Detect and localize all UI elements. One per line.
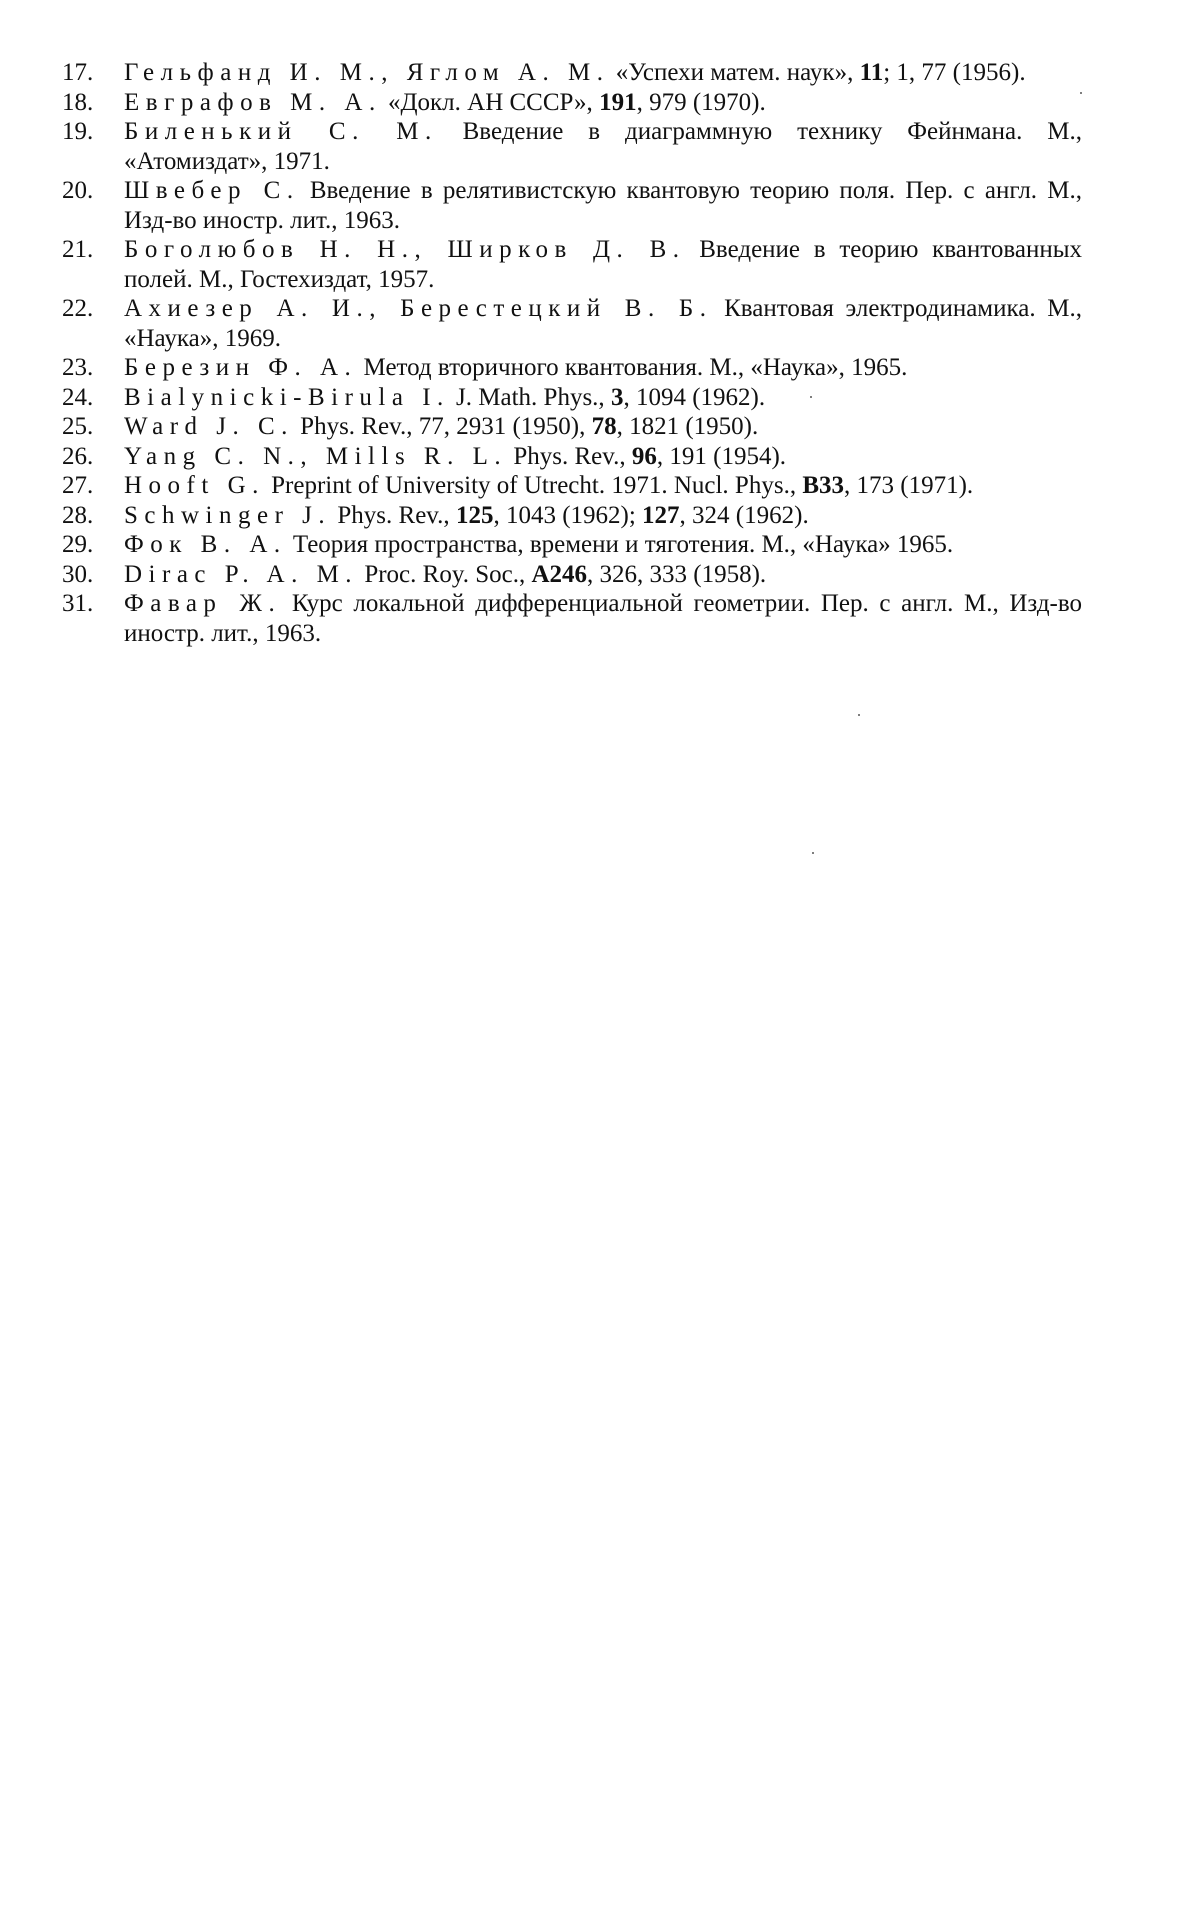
reference-author: Ward J. C. — [124, 413, 294, 440]
reference-item — [62, 235, 1082, 294]
reference-item — [62, 88, 1082, 118]
scan-speck — [1080, 92, 1082, 94]
reference-volume: 3 — [610, 383, 624, 411]
reference-item — [62, 442, 1082, 472]
reference-volume: 11 — [859, 59, 884, 86]
reference-author: Hooft G. — [124, 472, 265, 499]
reference-number: 23. — [62, 354, 94, 381]
reference-text: , 1094 (1962). — [623, 383, 766, 411]
reference-text: Proc. Roy. Soc., — [358, 560, 532, 588]
reference-text: Preprint of University of Utrecht. 1971. Nucl. Phys., — [264, 472, 803, 499]
reference-volume: 125 — [455, 501, 494, 529]
reference-number: 26. — [62, 442, 94, 470]
reference-number: 18. — [62, 88, 94, 116]
reference-volume: B33 — [802, 472, 845, 499]
reference-volume: 96 — [631, 442, 657, 470]
reference-author: Фавар Ж. — [124, 590, 282, 617]
reference-text: , 324 (1962). — [679, 501, 809, 529]
reference-author: Швебер С. — [124, 177, 300, 204]
reference-text: ; 1, 77 (1956). — [883, 59, 1026, 86]
reference-number: 17. — [62, 59, 94, 86]
reference-number: 29. — [62, 531, 94, 558]
reference-text: , 1821 (1950). — [616, 413, 759, 440]
reference-item — [62, 501, 1082, 531]
reference-author: Фок В. А. — [124, 531, 287, 558]
reference-number: 24. — [62, 383, 94, 411]
reference-volume: 127 — [642, 501, 680, 529]
reference-number: 27. — [62, 472, 94, 499]
reference-item — [62, 560, 1082, 590]
reference-number: 19. — [62, 118, 94, 145]
reference-author: Bialynicki-Birula I. — [124, 383, 450, 411]
reference-text: , 326, 333 (1958). — [587, 560, 767, 588]
reference-item — [62, 176, 1082, 235]
scan-speck — [812, 852, 814, 854]
reference-text: Введение в теорию квантованных полей. М., Гостехиздат, 1957. — [124, 236, 1083, 293]
reference-number: 22. — [62, 295, 94, 322]
reference-text: Phys. Rev., — [331, 501, 456, 529]
reference-text: J. Math. Phys., — [449, 383, 611, 411]
reference-number: 21. — [62, 236, 94, 263]
reference-item — [62, 589, 1082, 648]
reference-number: 25. — [62, 413, 94, 440]
reference-author: Березин Ф. А. — [124, 354, 358, 381]
reference-item — [62, 294, 1082, 353]
reference-text: Phys. Rev., — [507, 442, 632, 470]
reference-author: Биленький С. М. — [124, 118, 438, 145]
reference-text: Квантовая электродинамика. М., «Наука», 1969. — [124, 295, 1082, 352]
reference-text: Курс локальной дифференциальной геометрии. Пер. с англ. М., Изд-во иностр. лит., 1963. — [124, 590, 1082, 647]
reference-author: Гельфанд И. М., Яглом А. М. — [124, 59, 610, 86]
scan-speck — [810, 396, 812, 398]
reference-item — [62, 412, 1082, 442]
reference-author: Боголюбов Н. Н., Ширков Д. В. — [124, 236, 686, 263]
reference-list — [62, 58, 1082, 648]
reference-text: «Успехи матем. наук», — [609, 59, 860, 86]
reference-text: , 173 (1971). — [844, 472, 974, 499]
reference-item — [62, 471, 1082, 501]
reference-text: Метод вторичного квантования. М., «Наука», 1965. — [357, 354, 908, 381]
reference-text: , 1043 (1962); — [493, 501, 643, 529]
reference-number: 30. — [62, 560, 94, 588]
reference-text: Phys. Rev., 77, 2931 (1950), — [293, 413, 592, 440]
reference-text: Введение в диаграммную технику Фейнмана. М., «Атомиздат», 1971. — [124, 118, 1082, 175]
reference-number: 28. — [62, 501, 94, 529]
reference-item — [62, 58, 1082, 88]
reference-number: 31. — [62, 590, 94, 617]
reference-item — [62, 530, 1082, 560]
reference-item — [62, 383, 1082, 413]
reference-text: , 979 (1970). — [636, 88, 766, 116]
reference-author: Евграфов М. А. — [124, 88, 382, 116]
scan-speck — [858, 714, 860, 716]
reference-author: Dirac P. A. M. — [124, 560, 359, 588]
reference-text: Теория пространства, времени и тяготения. М., «Наука» 1965. — [286, 531, 954, 558]
reference-volume: A246 — [531, 560, 588, 588]
reference-item — [62, 117, 1082, 176]
reference-author: Schwinger J. — [124, 501, 332, 529]
reference-volume: 191 — [599, 88, 637, 116]
reference-text: «Докл. АН СССР», — [381, 88, 600, 116]
reference-author: Ахиезер А. И., Берестецкий В. Б. — [124, 295, 713, 322]
reference-author: Yang C. N., Mills R. L. — [124, 442, 508, 470]
reference-volume: 78 — [591, 413, 617, 440]
reference-text: , 191 (1954). — [656, 442, 787, 470]
reference-number: 20. — [62, 177, 94, 204]
reference-text: Введение в релятивистскую квантовую теорию поля. Пер. с англ. М., Изд-во иностр. лит., 1963. — [124, 177, 1083, 234]
reference-item — [62, 353, 1082, 383]
